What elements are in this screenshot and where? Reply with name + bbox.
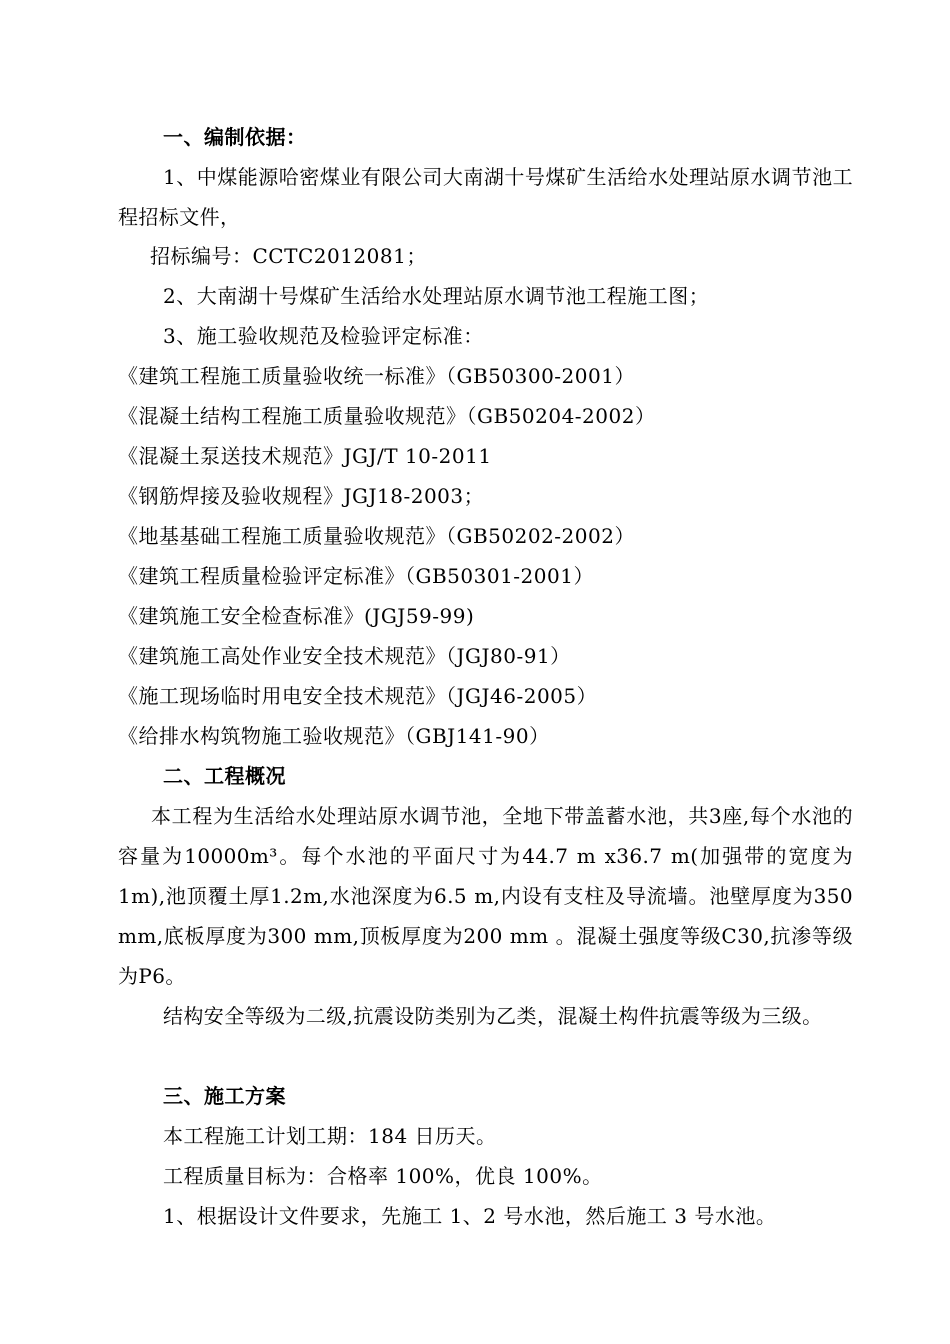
standard-item: 《混凝土结构工程施工质量验收规范》（GB50204-2002） xyxy=(118,404,656,428)
standard-item: 《建筑施工高处作业安全技术规范》（JGJ80-91） xyxy=(118,644,571,668)
section-1-item-1: 1、中煤能源哈密煤业有限公司大南湖十号煤矿生活给水处理站原水调节池工程招标文件， xyxy=(118,165,853,229)
section-3-item-1: 1、根据设计文件要求，先施工 1、2 号水池，然后施工 3 号水池。 xyxy=(163,1204,777,1228)
standard-item: 《给排水构筑物施工验收规范》（GBJ141-90） xyxy=(118,724,550,748)
standard-item: 《施工现场临时用电安全技术规范》（JGJ46-2005） xyxy=(118,684,598,708)
standard-item: 《钢筋焊接及验收规程》JGJ18-2003； xyxy=(118,484,485,508)
standard-item: 《建筑施工安全检查标准》(JGJ59-99) xyxy=(118,604,475,628)
quality-target: 工程质量目标为：合格率 100%，优良 100%。 xyxy=(163,1164,603,1188)
structure-safety-paragraph: 结构安全等级为二级,抗震设防类别为乙类，混凝土构件抗震等级为三级。 xyxy=(163,1004,823,1028)
section-1-heading: 一、编制依据： xyxy=(163,125,307,149)
project-overview-paragraph: 本工程为生活给水处理站原水调节池，全地下带盖蓄水池，共3座,每个水池的容量为10000m³。每个水池的平面尺寸为44.7 m x36.7 m(加强带的宽度为1m),池顶覆土厚1.2m,水池深度为6.5 m,内设有支柱及导流墙。池壁厚度为350 mm,底板厚度为300 mm,顶板厚度为200 mm 。混凝土强度等级C30,抗渗等级为P6。 xyxy=(118,804,853,988)
tender-number: 招标编号：CCTC2012081； xyxy=(150,244,427,268)
construction-duration: 本工程施工计划工期：184 日历天。 xyxy=(163,1124,497,1148)
standard-item: 《建筑工程施工质量验收统一标准》（GB50300-2001） xyxy=(118,364,635,388)
section-1-item-3: 3、施工验收规范及检验评定标准： xyxy=(163,324,484,348)
section-2-heading: 二、工程概况 xyxy=(163,764,286,788)
section-3-heading: 三、施工方案 xyxy=(163,1084,286,1108)
standard-item: 《混凝土泵送技术规范》JGJ/T 10-2011 xyxy=(118,444,492,468)
section-1-item-2: 2、大南湖十号煤矿生活给水处理站原水调节池工程施工图； xyxy=(163,284,710,308)
standard-item: 《地基基础工程施工质量验收规范》（GB50202-2002） xyxy=(118,524,635,548)
standard-item: 《建筑工程质量检验评定标准》（GB50301-2001） xyxy=(118,564,594,588)
